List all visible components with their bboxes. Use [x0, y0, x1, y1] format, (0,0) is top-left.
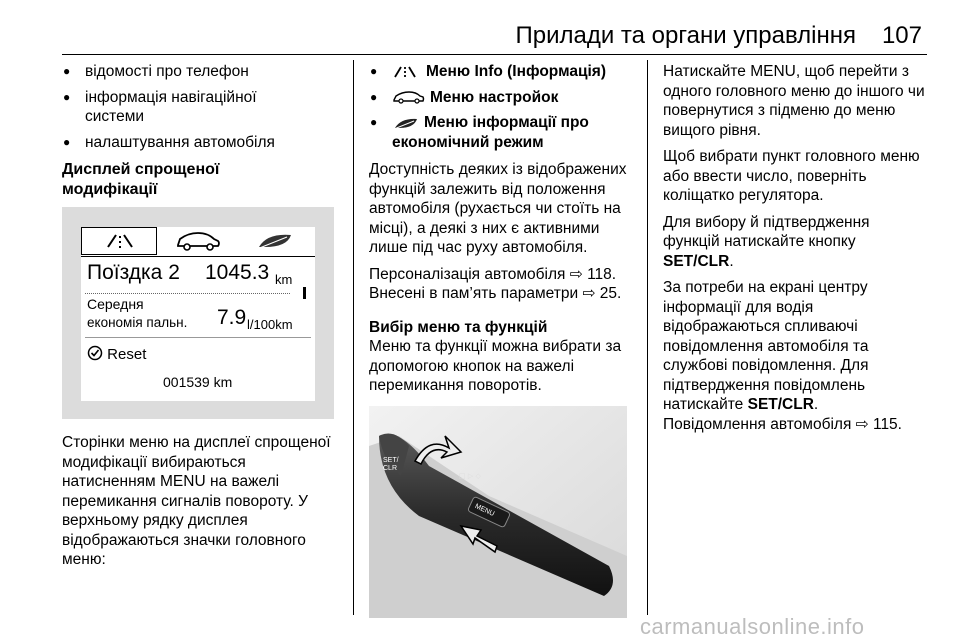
tab-info: [81, 227, 157, 255]
section-heading: Дисплей спрощеної модифікації: [62, 161, 220, 198]
paragraph: [663, 62, 927, 140]
setclr-label: SET/: [383, 456, 399, 464]
reset-text: Reset: [107, 346, 147, 363]
menu-tabs: [81, 227, 315, 257]
column-divider-2: [647, 60, 648, 615]
column-3: [663, 62, 927, 441]
check-circle-icon: [87, 345, 103, 361]
dotted-separator: [85, 293, 290, 294]
paragraph: [663, 278, 927, 415]
text: .: [729, 252, 734, 270]
menu-label: MENU: [473, 502, 496, 518]
list-item: [369, 88, 637, 108]
list-item: [369, 113, 637, 152]
avg-unit: l/100km: [247, 317, 293, 332]
info-icon: [392, 65, 422, 79]
page-title: Прилади та органи управління: [515, 22, 856, 49]
list-item: ● відомості про телефон: [62, 62, 340, 82]
text: , щоб перейти з одного головного меню до іншого чи повернутися з підменю до меню вищого рівня.: [663, 63, 925, 139]
avg-value: 7.9: [217, 306, 247, 329]
text: на важелі перемикання сигналів повороту. У верхньому рядку дисплея відображаються значки головного меню:: [62, 473, 308, 568]
leaf-icon: [237, 227, 313, 255]
menu-key: MENU: [750, 63, 796, 80]
page-ref-icon: ⇨: [582, 285, 596, 302]
subsection-heading: Вибір меню та функцій: [369, 318, 548, 336]
setclr-label-line2: CLR: [383, 464, 398, 472]
text: Сторінки меню на дисплеї спрощеної модифікації вибираються натисненням: [62, 434, 331, 490]
page-ref-icon: ⇨: [855, 415, 869, 433]
watermark: carmanualsonline.info: [640, 614, 865, 639]
trip-label: Поїздка 2: [87, 261, 180, 284]
text: Натискайте: [663, 63, 751, 80]
info-icon: [82, 228, 158, 254]
display-illustration: [62, 207, 334, 419]
avg-label-line1: Середня: [87, 296, 144, 312]
page-ref: 25.: [599, 285, 622, 302]
paragraph: [369, 265, 637, 304]
header-rule: [62, 54, 927, 55]
page-header: [0, 14, 960, 54]
page-ref: 118.: [587, 265, 617, 283]
text: Для вибору й підтвердження функцій натискайте кнопку: [663, 213, 870, 250]
column-1: [62, 62, 340, 577]
display-scroll-indicator: [303, 287, 306, 299]
lever-symbols: □ ▷ ◇: [459, 471, 481, 480]
reset-label: [87, 345, 146, 365]
paragraph: Щоб вибрати пункт головного меню або ввести число, поверніть коліщатко регулятора.: [663, 148, 920, 204]
list-item: ● налаштування автомобіля: [62, 133, 340, 153]
trip-value: 1045.3: [205, 261, 270, 284]
leaf-icon: [392, 116, 420, 130]
list-item: ● інформація навігаційної системи: [62, 88, 295, 127]
lever-photo: [369, 406, 627, 618]
list-item: [369, 62, 637, 82]
car-icon: [160, 227, 236, 255]
menu-key: MENU: [160, 473, 206, 490]
paragraph: [663, 415, 927, 435]
tab-settings: [160, 227, 236, 255]
page-number: 107: [881, 22, 922, 49]
paragraph: Доступність деяких із відображених функцій залежить від положення автомобіля (рухається чи стоїть на місці), а деякі з них є активними лише під час руху автомобіля.: [369, 161, 627, 256]
setclr-key: SET/CLR: [663, 252, 730, 270]
paragraph: [663, 213, 927, 272]
display-screen: [81, 227, 315, 401]
text: Меню настройок: [430, 88, 559, 106]
menu-list: [369, 62, 637, 152]
page-ref-icon: ⇨: [569, 265, 583, 283]
car-icon: [392, 90, 426, 104]
feature-list: [62, 62, 340, 152]
odometer: 001539 km: [163, 374, 233, 390]
setclr-key: SET/CLR: [747, 396, 814, 413]
text: Повідомлення автомобіля: [663, 415, 856, 433]
text: Меню інформації про економічний режим: [392, 114, 589, 151]
text: Внесені в пам’ять параметри: [369, 285, 583, 302]
trip-unit: km: [275, 272, 293, 287]
tabs-underline: [81, 256, 315, 257]
page-ref: 115.: [872, 415, 902, 433]
text: Меню Info (Інформація): [426, 63, 606, 80]
separator: [85, 337, 311, 338]
turn-signal-lever-illustration: [369, 406, 627, 618]
text: .: [813, 396, 819, 413]
tab-eco: [237, 227, 313, 255]
column-divider-1: [353, 60, 354, 615]
column-2: [369, 62, 637, 618]
paragraph: Меню та функції можна вибрати за допомогою кнопок на важелі перемикання поворотів.: [369, 338, 622, 394]
text: Персоналізація автомобіля: [369, 265, 570, 283]
paragraph: [62, 433, 340, 570]
text: За потреби на екрані центру інформації для водія відображаються спливаючі повідомлення автомобіля та службові повідомлення. Для підтвердження повідомлень натискайте: [663, 279, 869, 413]
avg-label-line2: економія пальн.: [87, 315, 188, 330]
